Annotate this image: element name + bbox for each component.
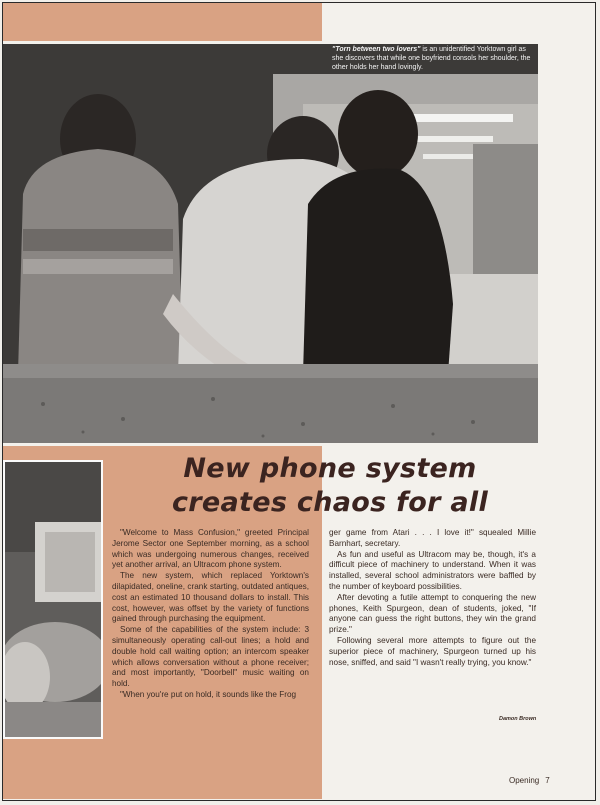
article-column-right xyxy=(329,528,536,668)
paragraph: ger game from Atari . . . I love it!" squealed Millie Barnhart, secretary. xyxy=(329,528,536,548)
caption-text: is an unidentified Yorktown girl as she discovers that while one boyfriend consols her shoulder, the other holds her hand lovingly. xyxy=(332,46,531,71)
paragraph: "When you're put on hold, it sounds like the Frog xyxy=(120,689,297,699)
article-column-left xyxy=(112,528,309,701)
caption-lead: "Torn between two lovers" xyxy=(332,46,421,53)
photo-caption xyxy=(332,45,538,72)
paragraph: Following several more attempts to figure out the superior piece of machinery, Spurgeon turned up his nose, sniffed, and said "I wasn't really trying, you know." xyxy=(329,635,536,667)
main-photo xyxy=(3,44,538,443)
page-footer xyxy=(509,776,550,785)
paragraph: "Welcome to Mass Confusion," greeted Principal Jerome Sector one September morning, as a school which was undergoing numerous changes, received yet another arrival, an Ultracom phone system. xyxy=(112,528,309,570)
page-number: 7 xyxy=(545,776,550,785)
article-headline xyxy=(150,452,510,520)
paragraph: Some of the capabilities of the system include: 3 simultaneously operating call-out lines; a hold and double hold call waiting option; an intercom speaker which allows conversation without a phone receiver; and most importantly, "Doorbell" music waiting on hold. xyxy=(112,625,309,689)
headline-line-1: New phone system xyxy=(183,453,477,484)
byline: Damon Brown xyxy=(499,716,537,722)
peach-band-top xyxy=(3,3,322,41)
paragraph: After devoting a futile attempt to conquering the new phones, Keith Spurgeon, dean of students, joked, "If anyone can guess the right buttons, they win the grand prize." xyxy=(329,592,536,635)
paragraph: As fun and useful as Ultracom may be, though, it's a difficult piece of machinery to understand. When it was installed, several school administrators were baffled by the number of keyboard possibilities. xyxy=(329,549,536,591)
headline-line-2: creates chaos for all xyxy=(171,487,489,518)
side-photo xyxy=(3,460,103,739)
paragraph: The new system, which replaced Yorktown's dilapidated, oneline, crank starting, outdated antiques, cost an estimated 10 thousand dollars to install. This cost, however, was offset by the variety of functions gained through purchasing the equipment. xyxy=(112,571,309,624)
section-label: Opening xyxy=(509,776,540,785)
